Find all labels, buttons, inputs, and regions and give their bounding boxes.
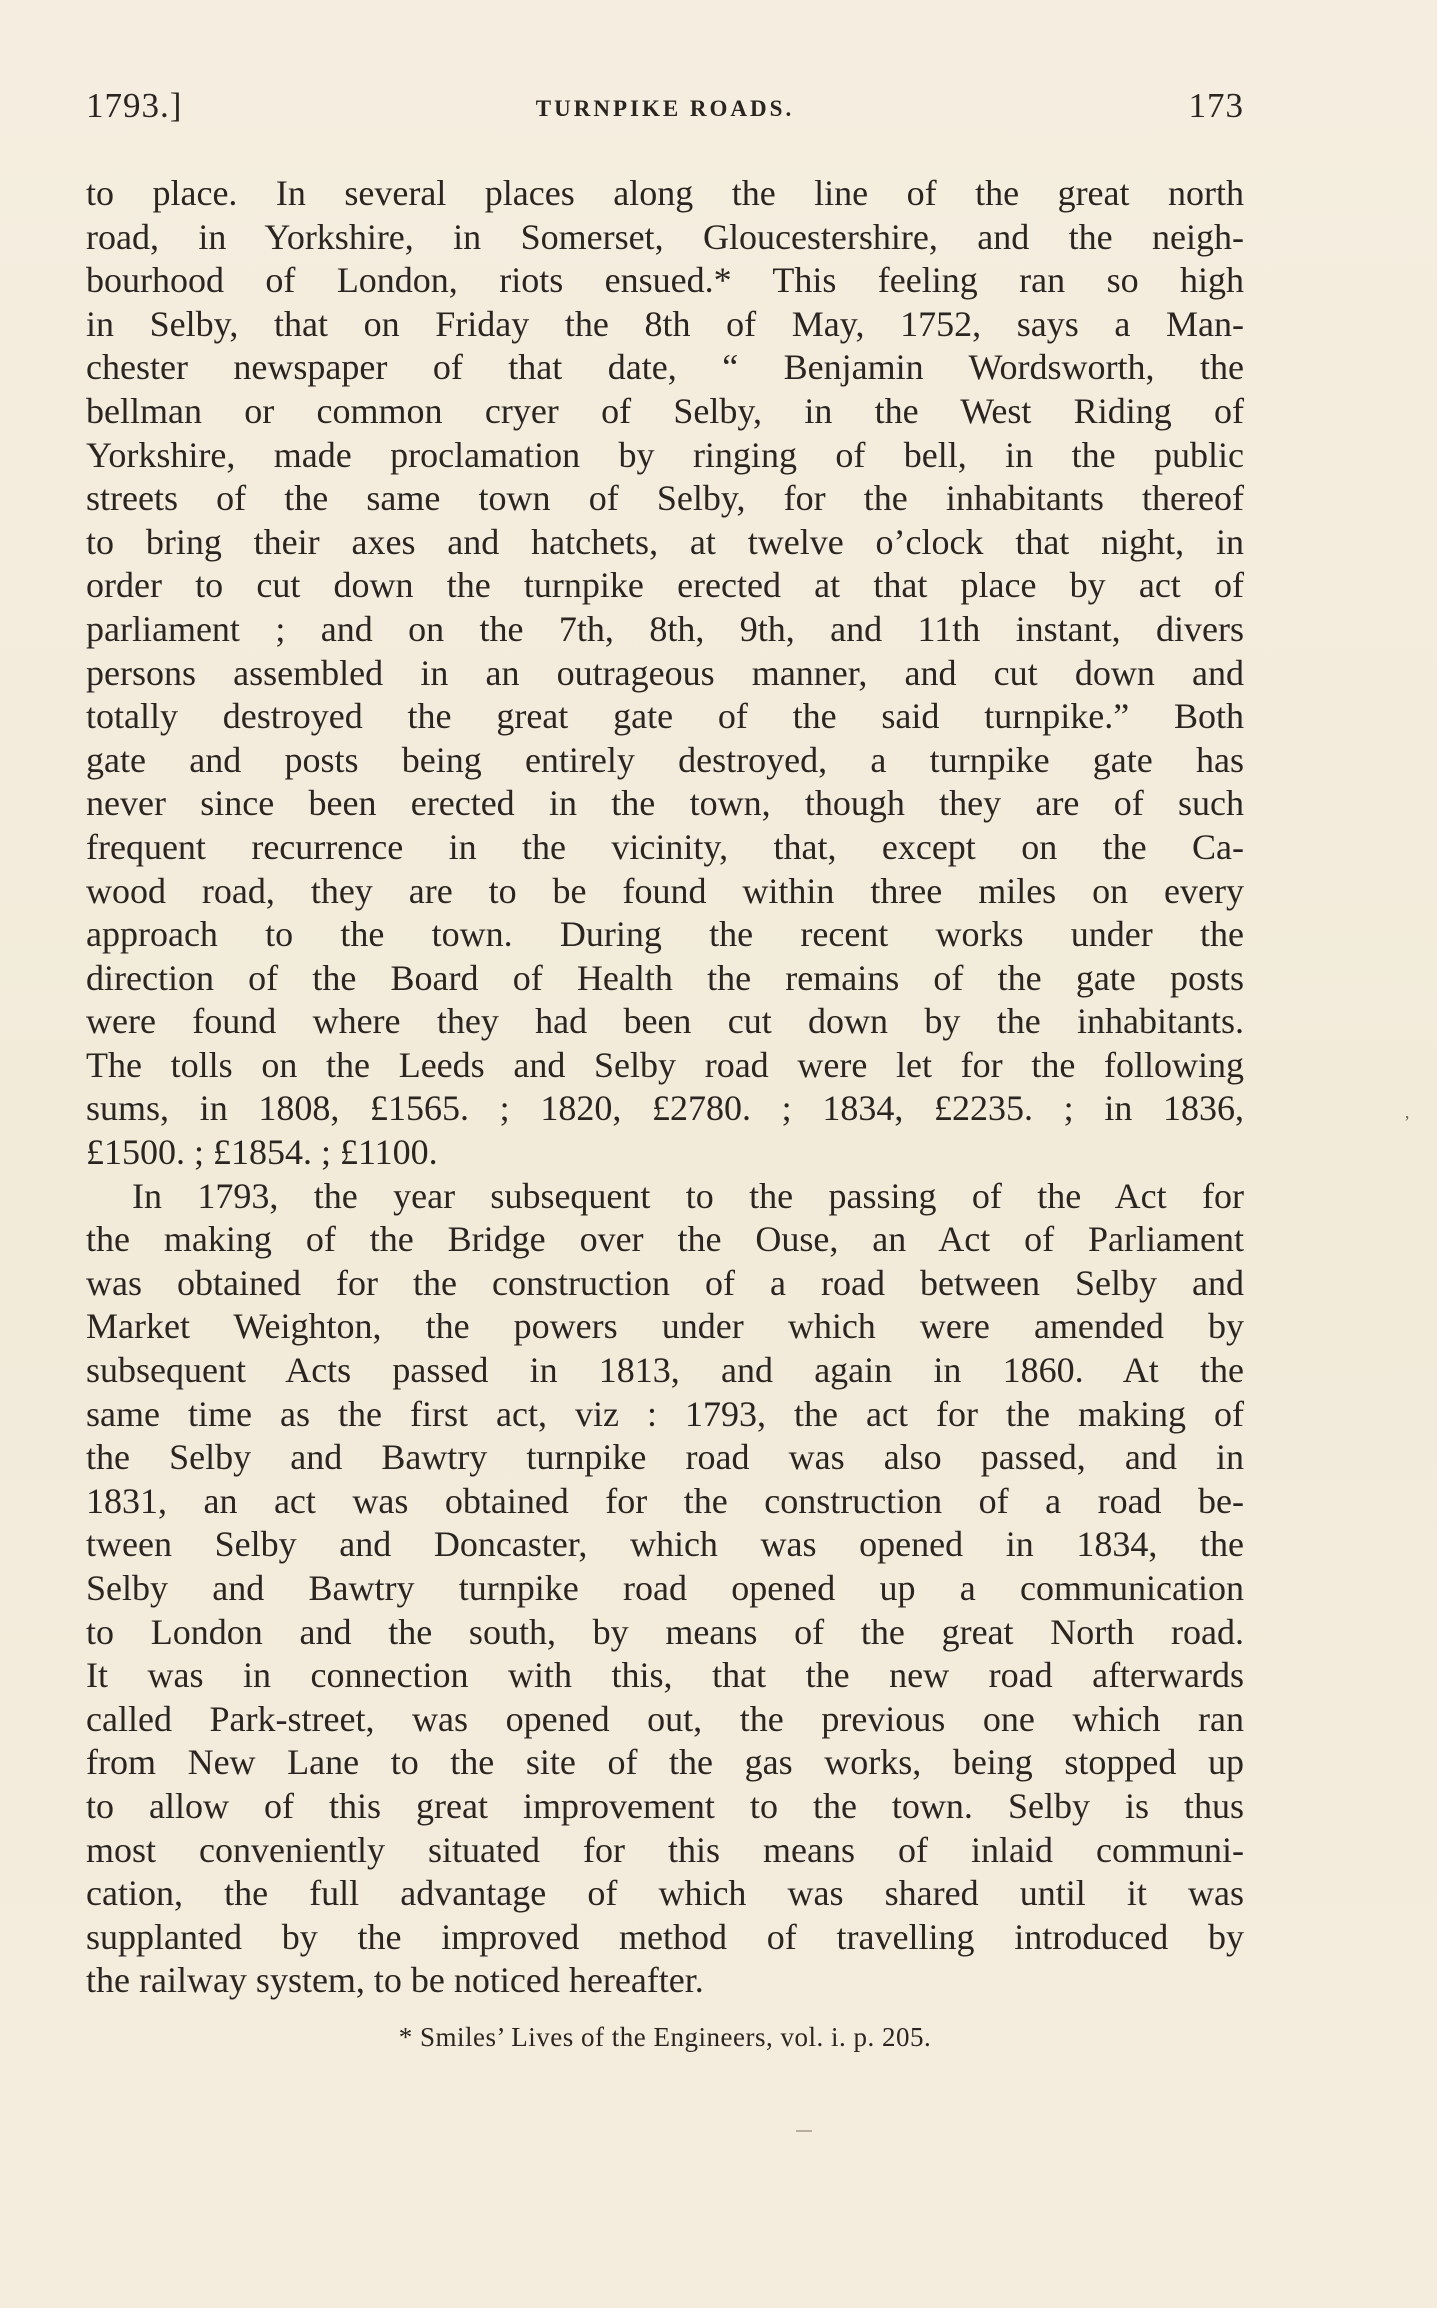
text-line: persons assembled in an outrageous manner, and cut down and xyxy=(86,652,1244,693)
text-line: to allow of this great improvement to the town. Selby is thus xyxy=(86,1785,1244,1826)
text-line: in Selby, that on Friday the 8th of May, 1752, says a Man- xyxy=(86,303,1244,344)
text-line: were found where they had been cut down by the inhabitants. xyxy=(86,1001,1244,1042)
text-line: cation, the full advantage of which was shared until it was xyxy=(86,1873,1244,1914)
text-line: Market Weighton, the powers under which were amended by xyxy=(86,1306,1244,1347)
text-line: to place. In several places along the line of the great north xyxy=(86,173,1244,213)
text-line: never since been erected in the town, though they are of such xyxy=(86,783,1244,824)
text-line: parliament ; and on the 7th, 8th, 9th, and 11th instant, divers xyxy=(86,608,1244,649)
text-line: subsequent Acts passed in 1813, and again in 1860. At the xyxy=(86,1350,1244,1391)
paragraph-first-line: In 1793, the year subsequent to the passing of the Act for xyxy=(132,1175,1244,1216)
text-line: The tolls on the Leeds and Selby road were let for the following xyxy=(86,1044,1244,1085)
text-line: tween Selby and Doncaster, which was opened in 1834, the xyxy=(86,1524,1244,1565)
text-line: Selby and Bawtry turnpike road opened up a communication xyxy=(86,1568,1244,1608)
text-line: bourhood of London, riots ensued.* This feeling ran so high xyxy=(86,260,1244,301)
text-line: most conveniently situated for this means of inlaid communi- xyxy=(86,1829,1244,1870)
text-line: order to cut down the turnpike erected at that place by act of xyxy=(86,565,1244,606)
running-head-title: TURNPIKE ROADS. xyxy=(535,96,795,121)
text-line: direction of the Board of Health the remains of the gate posts xyxy=(86,957,1244,998)
text-line: Yorkshire, made proclamation by ringing of bell, in the public xyxy=(86,434,1244,475)
text-line: approach to the town. During the recent works under the xyxy=(86,914,1244,955)
page-dash xyxy=(796,2130,812,2132)
text-line: the making of the Bridge over the Ouse, an Act of Parliament xyxy=(86,1219,1244,1260)
running-head-year: 1793.] xyxy=(86,86,183,125)
text-line: sums, in 1808, £1565. ; 1820, £2780. ; 1834, £2235. ; in 1836, xyxy=(86,1088,1244,1129)
text-line: same time as the first act, viz : 1793, the act for the making of xyxy=(86,1393,1244,1434)
text-line: chester newspaper of that date, “ Benjamin Wordsworth, the xyxy=(86,347,1244,388)
running-head xyxy=(86,86,1244,136)
text-line: supplanted by the improved method of travelling introduced by xyxy=(86,1916,1244,1957)
footnote: * Smiles’ Lives of the Engineers, vol. i. p. 205. xyxy=(398,2022,932,2052)
text-line: called Park-street, was opened out, the previous one which ran xyxy=(86,1698,1244,1739)
text-line: the railway system, to be noticed hereafter. xyxy=(86,1960,704,2001)
text-line: was obtained for the construction of a road between Selby and xyxy=(86,1262,1244,1303)
text-line: wood road, they are to be found within three miles on every xyxy=(86,870,1244,911)
page-number: 173 xyxy=(1188,86,1244,125)
text-line: to bring their axes and hatchets, at twelve o’clock that night, in xyxy=(86,521,1244,562)
text-line: road, in Yorkshire, in Somerset, Gloucestershire, and the neigh- xyxy=(86,216,1244,257)
text-line: to London and the south, by means of the great North road. xyxy=(86,1611,1244,1652)
text-line: £1500. ; £1854. ; £1100. xyxy=(86,1132,438,1173)
text-line: 1831, an act was obtained for the construction of a road be- xyxy=(86,1480,1244,1521)
text-line: It was in connection with this, that the new road afterwards xyxy=(86,1655,1244,1696)
body-text xyxy=(86,172,1244,2003)
text-line: totally destroyed the great gate of the said turnpike.” Both xyxy=(86,696,1244,737)
text-line: from New Lane to the site of the gas works, being stopped up xyxy=(86,1742,1244,1783)
text-line: streets of the same town of Selby, for the inhabitants thereof xyxy=(86,478,1244,519)
text-line: the Selby and Bawtry turnpike road was also passed, and in xyxy=(86,1437,1244,1478)
text-line: frequent recurrence in the vicinity, that, except on the Ca- xyxy=(86,826,1244,867)
text-line: bellman or common cryer of Selby, in the West Riding of xyxy=(86,390,1244,431)
text-line: gate and posts being entirely destroyed, a turnpike gate has xyxy=(86,739,1244,780)
margin-mark: ’ xyxy=(1404,1112,1410,1132)
